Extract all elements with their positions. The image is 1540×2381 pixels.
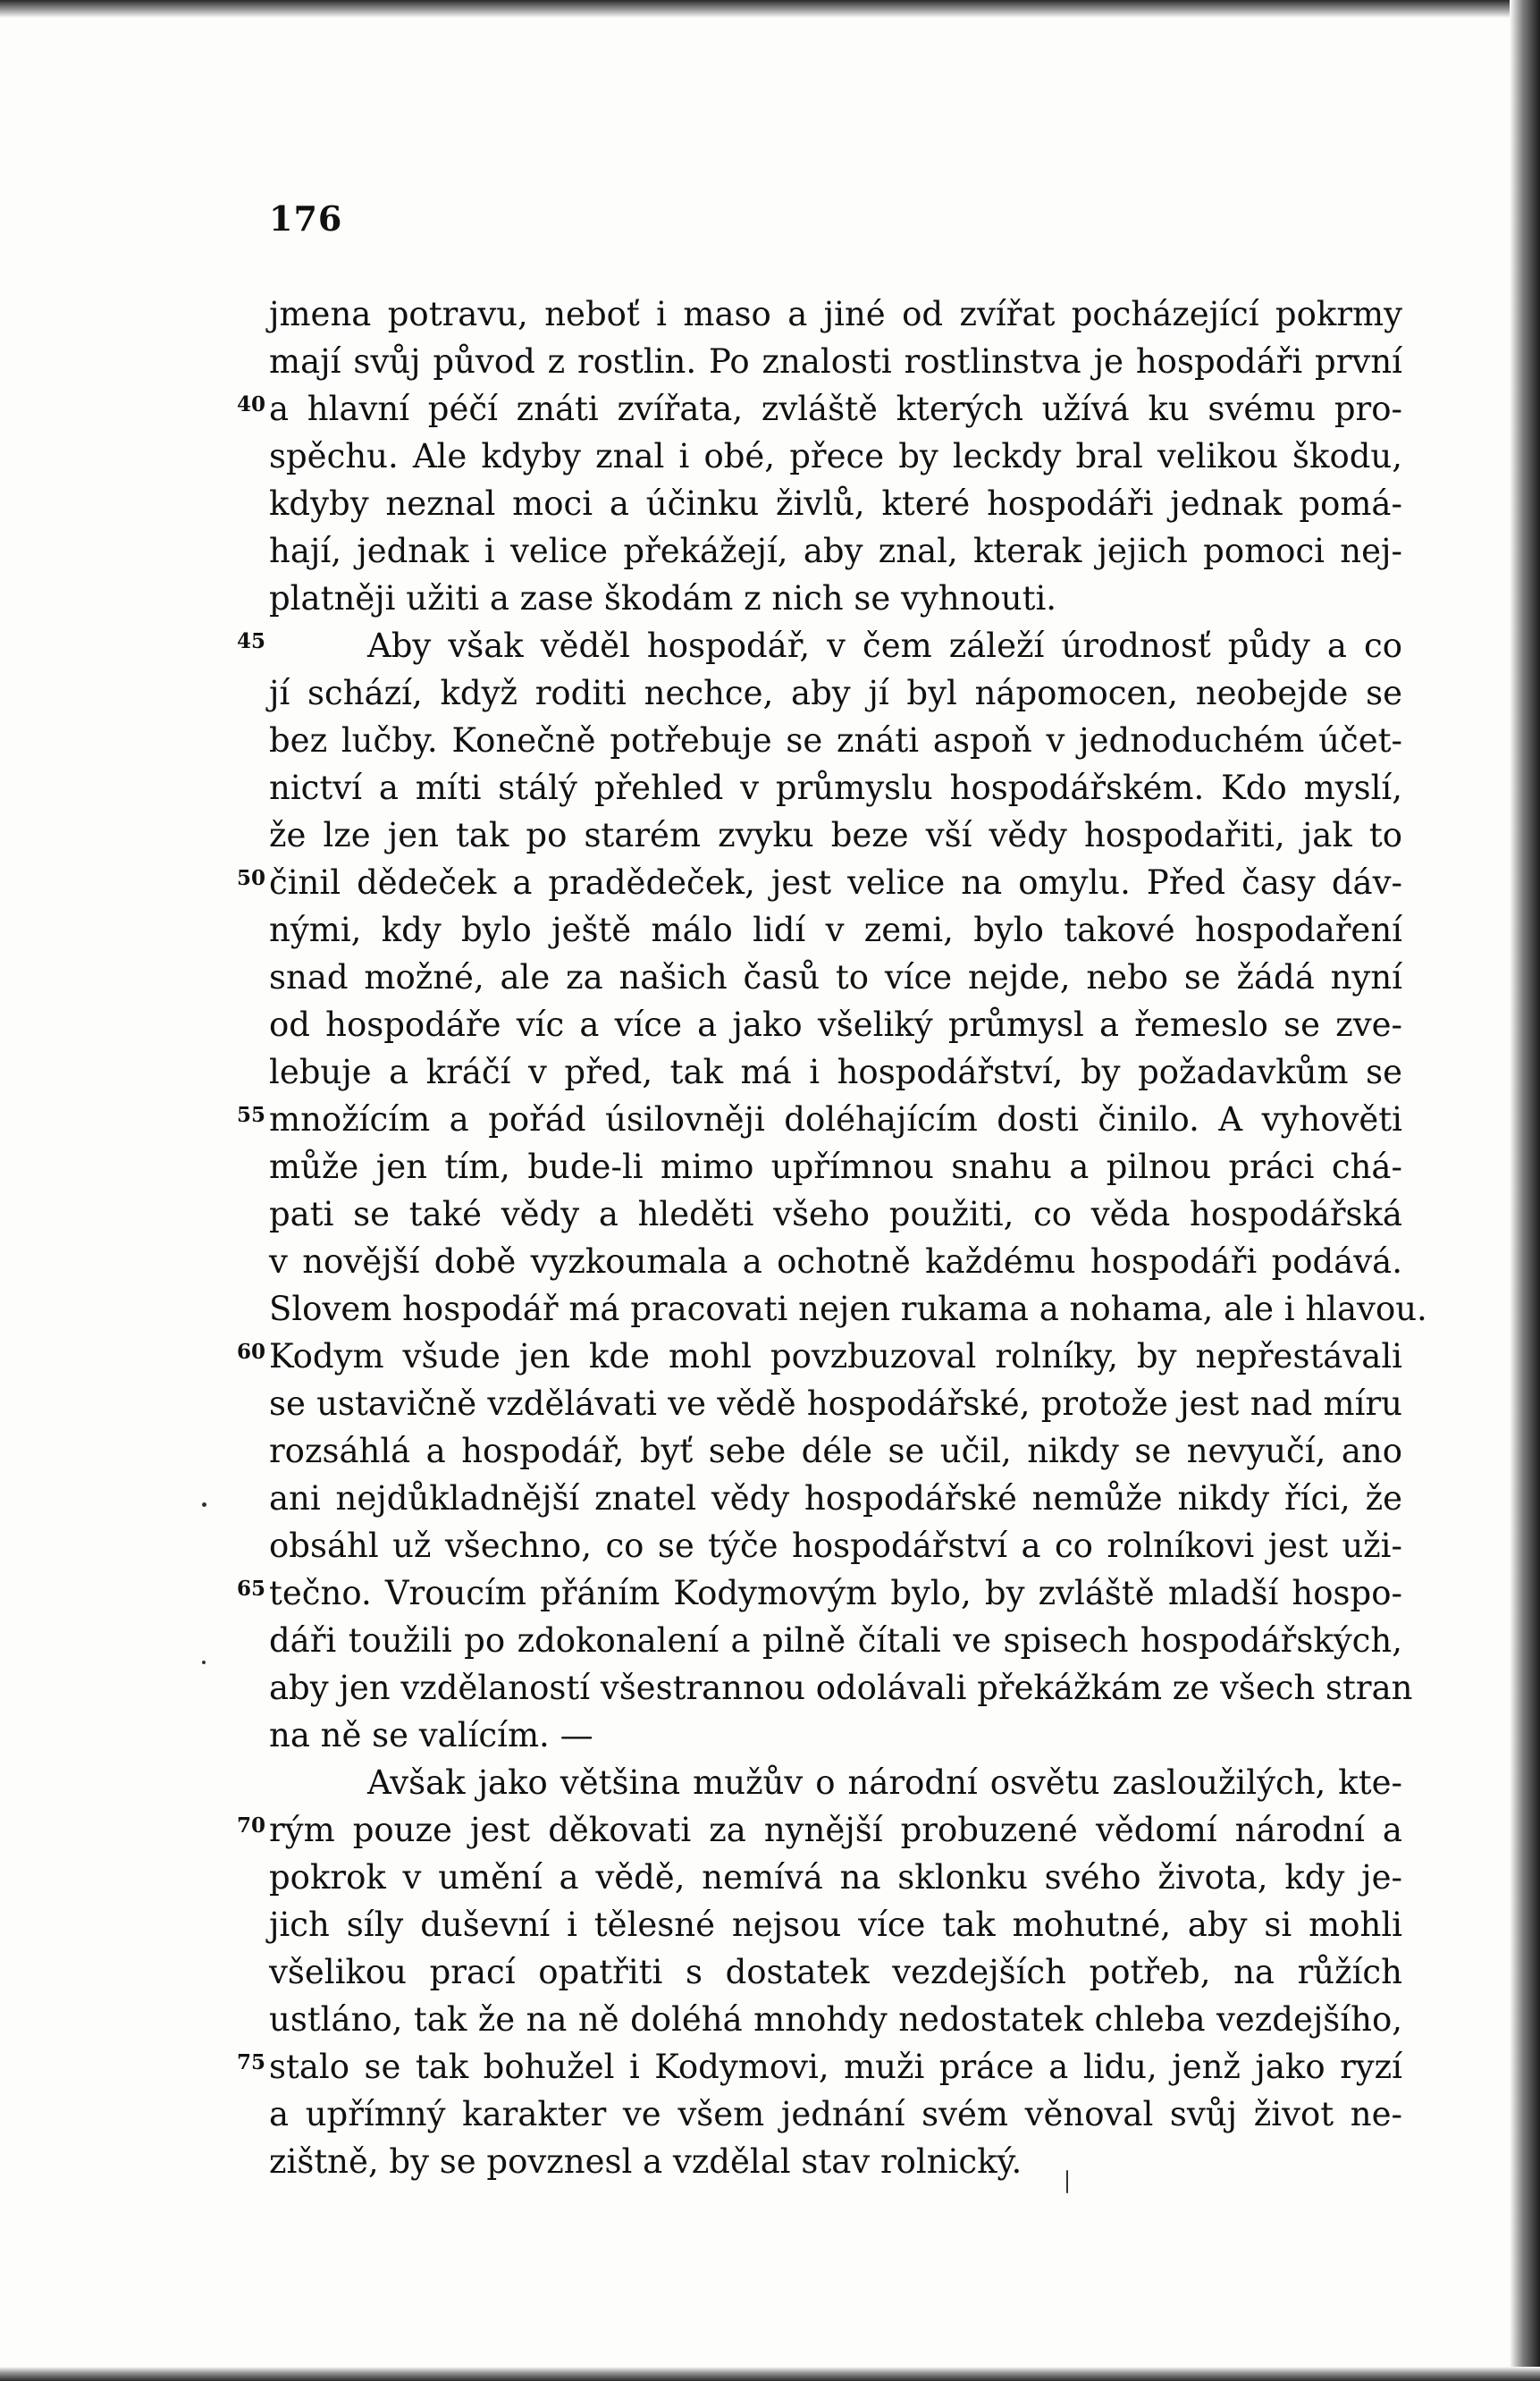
scan-edge-right xyxy=(1510,0,1540,2381)
text-line: Avšak jako většina mužův o národní osvětu zasloužilých, kte- xyxy=(367,1763,1402,1802)
margin-speck xyxy=(202,1502,206,1507)
text-line: rým pouze jest děkovati za nynější probuzené vědomí národní a 70 xyxy=(237,1811,1402,1849)
text-line: množícím a pořád úsilovněji doléhajícím dosti činilo. A vyhověti 55 xyxy=(237,1100,1402,1139)
text-line: Kodym všude jen kde mohl povzbuzoval rolníky, by nepřestávali 60 xyxy=(237,1337,1402,1376)
text-line: ani nejdůkladnější znatel vědy hospodářské nemůže nikdy říci, že xyxy=(269,1479,1402,1518)
body-text xyxy=(237,290,1427,2185)
text-line: na ně se valícím. — xyxy=(269,1716,593,1754)
line-number: 60 xyxy=(237,1340,266,1364)
text-line: se ustavičně vzdělávati ve vědě hospodářské, protože jest nad míru xyxy=(269,1384,1402,1423)
text-line: obsáhl už všechno, co se týče hospodářství a co rolníkovi jest uži- xyxy=(269,1527,1402,1565)
text-line: platněji užiti a zase škodám z nich se vyhnouti. xyxy=(269,579,1057,618)
text-line: snad možné, ale za našich časů to více nejde, nebo se žádá nyní xyxy=(269,958,1402,997)
line-number: 50 xyxy=(237,866,266,890)
line-number: 70 xyxy=(237,1813,266,1838)
text-line: rozsáhlá a hospodář, byť sebe déle se učil, nikdy se nevyučí, ano xyxy=(269,1432,1402,1470)
page-number: 176 xyxy=(269,198,343,239)
line-number: 45 xyxy=(237,629,266,653)
line-number: 65 xyxy=(237,1577,266,1601)
text-line: nými, kdy bylo ještě málo lidí v zemi, bylo takové hospodaření xyxy=(269,911,1402,949)
text-line: ustláno, tak že na ně doléhá mnohdy nedostatek chleba vezdejšího, xyxy=(269,2000,1402,2039)
text-line: může jen tím, bude-li mimo upřímnou snahu a pilnou práci chá- xyxy=(269,1148,1402,1186)
text-line: mají svůj původ z rostlin. Po znalosti rostlinstva je hospodáři první xyxy=(269,342,1402,381)
text-line: bez lučby. Konečně potřebuje se znáti aspoň v jednoduchém účet- xyxy=(269,721,1402,760)
text-line: zištně, by se povznesl a vzdělal stav rolnický. xyxy=(269,2142,1022,2181)
text-line: dáři toužili po zdokonalení a pilně čítali ve spisech hospodářských, xyxy=(269,1621,1402,1660)
text-line: Slovem hospodář má pracovati nejen rukama a nohama, ale i hlavou. xyxy=(269,1290,1427,1328)
line-number: 40 xyxy=(237,392,266,416)
text-line: Aby však věděl hospodář, v čem záleží úrodnosť půdy a co 45 xyxy=(237,627,1402,665)
text-line: stalo se tak bohužel i Kodymovi, muži práce a lidu, jenž jako ryzí 75 xyxy=(237,2048,1402,2086)
text-line: jmena potravu, neboť i maso a jiné od zvířat pocházející pokrmy xyxy=(269,295,1402,333)
text-line: hají, jednak i velice překážejí, aby znal, kterak jejich pomoci nej- xyxy=(269,532,1402,570)
text-line: a upřímný karakter ve všem jednání svém věnoval svůj život ne- xyxy=(269,2095,1402,2133)
line-number: 55 xyxy=(237,1103,266,1127)
margin-speck xyxy=(202,1661,206,1664)
text-line: pati se také vědy a hleděti všeho použiti, co věda hospodářská xyxy=(269,1195,1402,1233)
scan-edge-bottom xyxy=(0,2367,1540,2381)
text-line: všelikou prací opatřiti s dostatek vezdejších potřeb, na růžích xyxy=(269,1953,1402,1991)
text-line: od hospodáře víc a více a jako všeliký průmysl a řemeslo se zve- xyxy=(269,1005,1402,1044)
text-line: jí schází, když roditi nechce, aby jí byl nápomocen, neobejde se xyxy=(269,674,1402,712)
text-line: a hlavní péčí znáti zvířata, zvláště kterých užívá ku svému pro- 40 xyxy=(237,390,1402,428)
text-line: že lze jen tak po starém zvyku beze vší vědy hospodařiti, jak to xyxy=(269,816,1402,854)
text-line: nictví a míti stálý přehled v průmyslu hospodářském. Kdo myslí, xyxy=(269,769,1402,807)
text-line: aby jen vzdělaností všestrannou odolávali překážkám ze všech stran xyxy=(269,1669,1413,1707)
text-line: jich síly duševní i tělesné nejsou více tak mohutné, aby si mohli xyxy=(269,1906,1402,1944)
scan-edge-top xyxy=(0,0,1540,18)
text-line: spěchu. Ale kdyby znal i obé, přece by leckdy bral velikou škodu, xyxy=(269,437,1402,475)
text-line: činil dědeček a pradědeček, jest velice na omylu. Před časy dáv- 50 xyxy=(237,863,1402,902)
text-line: tečno. Vroucím přáním Kodymovým bylo, by zvláště mladší hospo- 65 xyxy=(237,1574,1402,1612)
text-line: lebuje a kráčí v před, tak má i hospodářství, by požadavkům se xyxy=(269,1053,1402,1091)
text-line: v novější době vyzkoumala a ochotně každému hospodáři podává. xyxy=(269,1242,1402,1281)
ink-mark xyxy=(1066,2170,1068,2193)
text-line: kdyby neznal moci a účinku živlů, které hospodáři jednak pomá- xyxy=(269,484,1402,523)
line-number: 75 xyxy=(237,2050,266,2074)
text-line: pokrok v umění a vědě, nemívá na sklonku svého života, kdy je- xyxy=(269,1858,1402,1897)
